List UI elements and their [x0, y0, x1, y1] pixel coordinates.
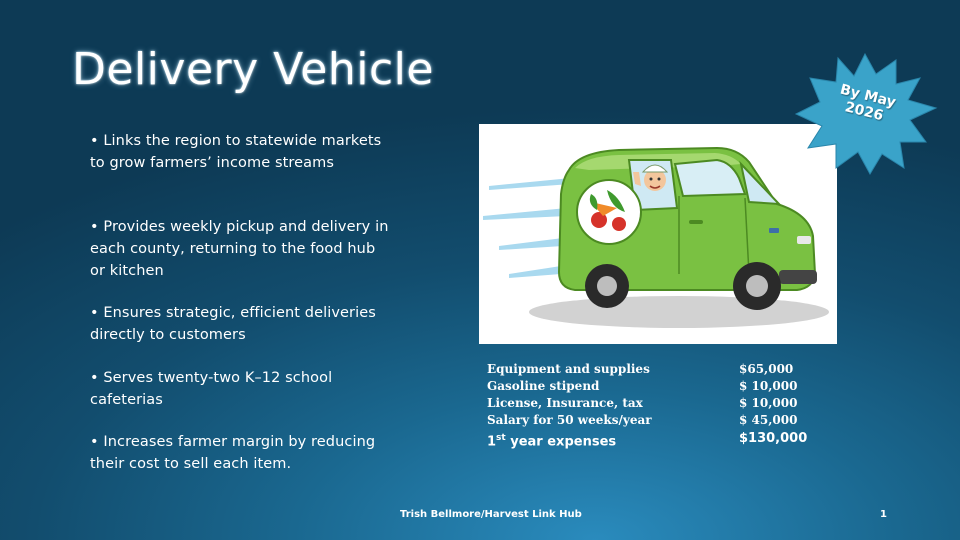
expense-table [487, 361, 827, 450]
expense-row [487, 412, 827, 429]
expense-label: Salary for 50 weeks/year [487, 413, 652, 427]
delivery-van-image [479, 124, 837, 344]
bullet-item: • Serves twenty-two K–12 school cafeterias [90, 370, 333, 408]
bullet-item: • Ensures strategic, efficient deliveries directly to customers [90, 305, 376, 343]
expense-amount: $65,000 [739, 362, 794, 376]
bullet-item: • Provides weekly pickup and delivery in each county, returning to the food hub or kitchen [90, 219, 389, 279]
total-label [487, 430, 739, 450]
bullet-item: • Links the region to statewide markets to grow farmers’ income streams [90, 133, 382, 171]
page-number: 1 [880, 509, 887, 520]
expense-row [487, 361, 827, 378]
expense-row [487, 395, 827, 412]
expense-label: License, Insurance, tax [487, 396, 643, 410]
footer-credit: Trish Bellmore/Harvest Link Hub [400, 509, 582, 520]
van-illustration [479, 124, 837, 344]
expense-label: Gasoline stipend [487, 379, 600, 393]
total-label-prefix: 1 [487, 434, 497, 450]
expense-amount: $ 10,000 [739, 379, 798, 393]
total-amount: $130,000 [739, 431, 808, 446]
expense-total-row [487, 430, 827, 450]
expense-amount: $ 10,000 [739, 396, 798, 410]
expense-row [487, 378, 827, 395]
total-label-suffix: year expenses [505, 434, 617, 450]
expense-label: Equipment and supplies [487, 362, 650, 376]
total-label-sup: st [496, 433, 506, 443]
bullet-item: • Increases farmer margin by reducing their cost to sell each item. [90, 434, 376, 472]
slide-title: Delivery Vehicle [72, 44, 434, 95]
expense-amount: $ 45,000 [739, 413, 798, 427]
deadline-label: By May 2026 [838, 81, 898, 125]
